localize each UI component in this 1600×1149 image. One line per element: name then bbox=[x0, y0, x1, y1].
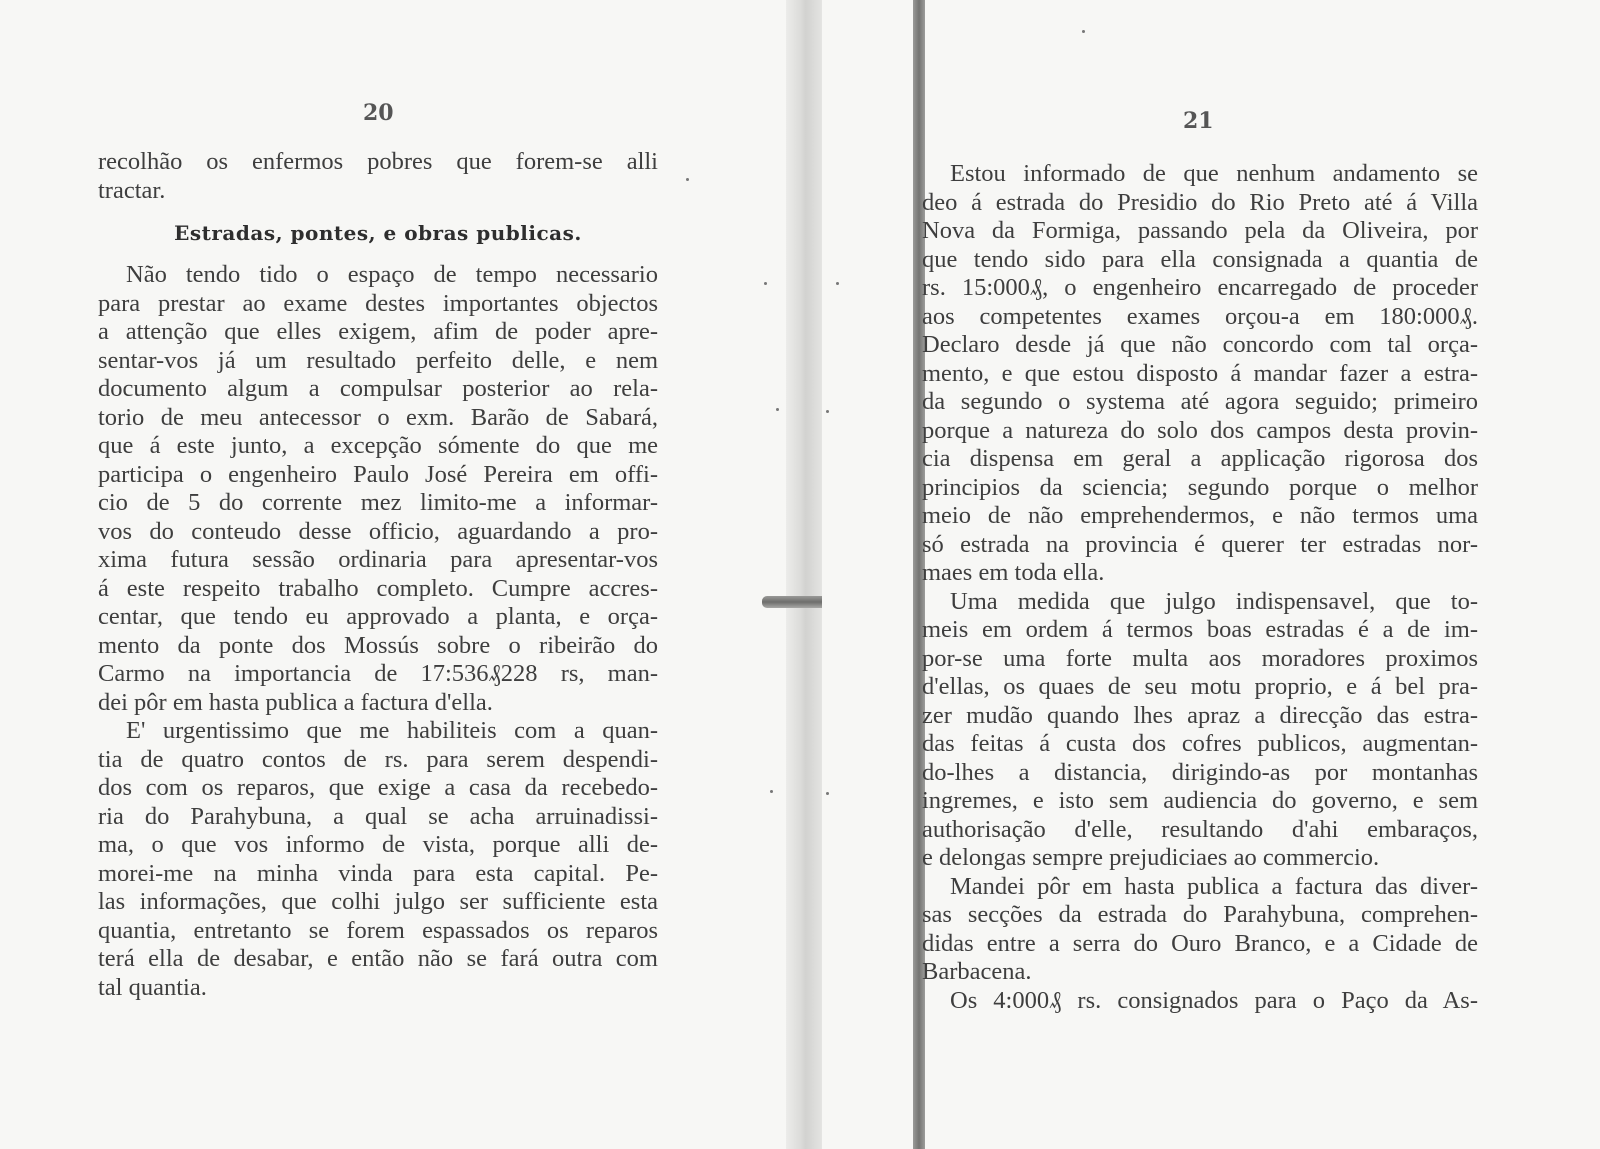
left-page-text bbox=[98, 148, 658, 1002]
text-line: vos do conteudo desse officio, aguardando a pro- bbox=[98, 517, 658, 545]
text-line: que tendo sido para ella consignada a quantia de bbox=[922, 245, 1478, 273]
text-line: tal quantia. bbox=[98, 973, 207, 1001]
text-line: dei pôr em hasta publica a factura d'ella. bbox=[98, 688, 493, 716]
left-page bbox=[0, 0, 786, 1149]
text-line: ma, o que vos informo de vista, porque alli de- bbox=[98, 831, 658, 858]
text-line: meio de não emprehendermos, e não termos uma bbox=[922, 502, 1478, 529]
text-line: participa o engenheiro Paulo José Pereira em offi- bbox=[98, 460, 658, 488]
text-line: maes em toda ella. bbox=[922, 559, 1105, 586]
text-line: zer mudão quando lhes apraz a direcção das estra- bbox=[922, 701, 1478, 729]
text-line: principios da sciencia; segundo porque o melhor bbox=[922, 473, 1478, 501]
page-speck bbox=[770, 790, 773, 793]
text-line: das feitas á custa dos cofres publicos, augmentan- bbox=[922, 730, 1478, 757]
left-page-number: 20 bbox=[363, 100, 394, 126]
text-line: Uma medida que julgo indispensavel, que to- bbox=[950, 587, 1478, 615]
text-line: didas entre a serra do Ouro Branco, e a Cidade de bbox=[922, 929, 1478, 957]
text-line: centar, que tendo eu approvado a planta, e orça- bbox=[98, 603, 658, 630]
text-line: tractar. bbox=[98, 176, 166, 204]
text-line: terá ella de desabar, e então não se fará outra com bbox=[98, 945, 658, 972]
text-line: Mandei pôr em hasta publica a factura das diver- bbox=[950, 872, 1478, 900]
text-line: Barbacena. bbox=[922, 958, 1032, 985]
page-speck bbox=[836, 282, 839, 285]
text-line: morei-me na minha vinda para esta capital. Pe- bbox=[98, 859, 658, 887]
text-line: mento, e que estou disposto á mandar fazer a estra- bbox=[922, 359, 1478, 387]
text-line: ingremes, e isto sem audiencia do governo, e sem bbox=[922, 787, 1478, 814]
text-line: só estrada na provincia é querer ter estradas nor- bbox=[922, 530, 1478, 558]
text-line: porque a natureza do solo dos campos desta provin- bbox=[922, 416, 1478, 444]
text-line: deo á estrada do Presidio do Rio Preto até á Villa bbox=[922, 188, 1478, 216]
text-line: Estou informado de que nenhum andamento se bbox=[950, 160, 1478, 187]
section-heading: Estradas, pontes, e obras publicas. bbox=[174, 221, 582, 245]
text-line: torio de meu antecessor o exm. Barão de Sabará, bbox=[98, 403, 658, 431]
text-line: da segundo o systema até agora seguido; primeiro bbox=[922, 388, 1478, 415]
page-speck bbox=[764, 282, 767, 285]
text-line: Declaro desde já que não concordo com tal orça- bbox=[922, 331, 1478, 358]
text-line: quantia, entretanto se forem espassados os reparos bbox=[98, 916, 658, 944]
text-line: á este respeito trabalho completo. Cumpre accres- bbox=[98, 574, 658, 602]
text-line: do-lhes a distancia, dirigindo-as por montanhas bbox=[922, 758, 1478, 786]
page-speck bbox=[1082, 30, 1085, 33]
text-line: d'ellas, os quaes de seu motu proprio, e á bel pra- bbox=[922, 673, 1478, 700]
text-line: E' urgentissimo que me habiliteis com a quan- bbox=[126, 717, 658, 744]
page-speck bbox=[776, 408, 779, 411]
text-line: mento da ponte dos Mossús sobre o ribeirão do bbox=[98, 631, 658, 659]
page-speck bbox=[826, 410, 829, 413]
text-line: e delongas sempre prejudiciaes ao commercio. bbox=[922, 844, 1380, 871]
text-line: cio de 5 do corrente mez limito-me a informar- bbox=[98, 489, 658, 516]
text-line: xima futura sessão ordinaria para apresentar-vos bbox=[98, 546, 658, 573]
text-line: aos competentes exames orçou-a em 180:000₰. bbox=[922, 302, 1478, 330]
text-line: meis em ordem á termos boas estradas é a de im- bbox=[922, 616, 1478, 643]
text-line: Não tendo tido o espaço de tempo necessario bbox=[126, 261, 658, 288]
text-line: para prestar ao exame destes importantes objectos bbox=[98, 289, 658, 317]
page-speck bbox=[686, 178, 689, 181]
text-line: Os 4:000₰ rs. consignados para o Paço da As- bbox=[950, 986, 1478, 1014]
text-line: sentar-vos já um resultado perfeito delle, e nem bbox=[98, 346, 658, 374]
text-line: authorisação d'elle, resultando d'ahi embaraços, bbox=[922, 815, 1478, 843]
right-page-number: 21 bbox=[1183, 108, 1214, 134]
text-line: rs. 15:000₰, o engenheiro encarregado de proceder bbox=[922, 274, 1478, 301]
text-line: cia dispensa em geral a applicação rigorosa dos bbox=[922, 445, 1478, 472]
right-page-text bbox=[922, 160, 1478, 1015]
text-line: por-se uma forte multa aos moradores proximos bbox=[922, 644, 1478, 672]
text-line: dos com os reparos, que exige a casa da recebedo- bbox=[98, 774, 658, 801]
page-speck bbox=[826, 792, 829, 795]
text-line: tia de quatro contos de rs. para serem despendi- bbox=[98, 745, 658, 773]
text-line: Carmo na importancia de 17:536₰228 rs, man- bbox=[98, 660, 658, 687]
book-gutter bbox=[786, 0, 822, 1149]
text-line: que á este junto, a excepção sómente do que me bbox=[98, 432, 658, 459]
text-line: recolhão os enfermos pobres que forem-se alli bbox=[98, 148, 658, 175]
text-line: las informações, que colhi julgo ser sufficiente esta bbox=[98, 888, 658, 915]
text-line: Nova da Formiga, passando pela da Oliveira, por bbox=[922, 217, 1478, 244]
text-line: a attenção que elles exigem, afim de poder apre- bbox=[98, 318, 658, 345]
text-line: sas secções da estrada do Parahybuna, comprehen- bbox=[922, 901, 1478, 928]
text-line: documento algum a compulsar posterior ao rela- bbox=[98, 375, 658, 402]
text-line: ria do Parahybuna, a qual se acha arruinadissi- bbox=[98, 802, 658, 830]
